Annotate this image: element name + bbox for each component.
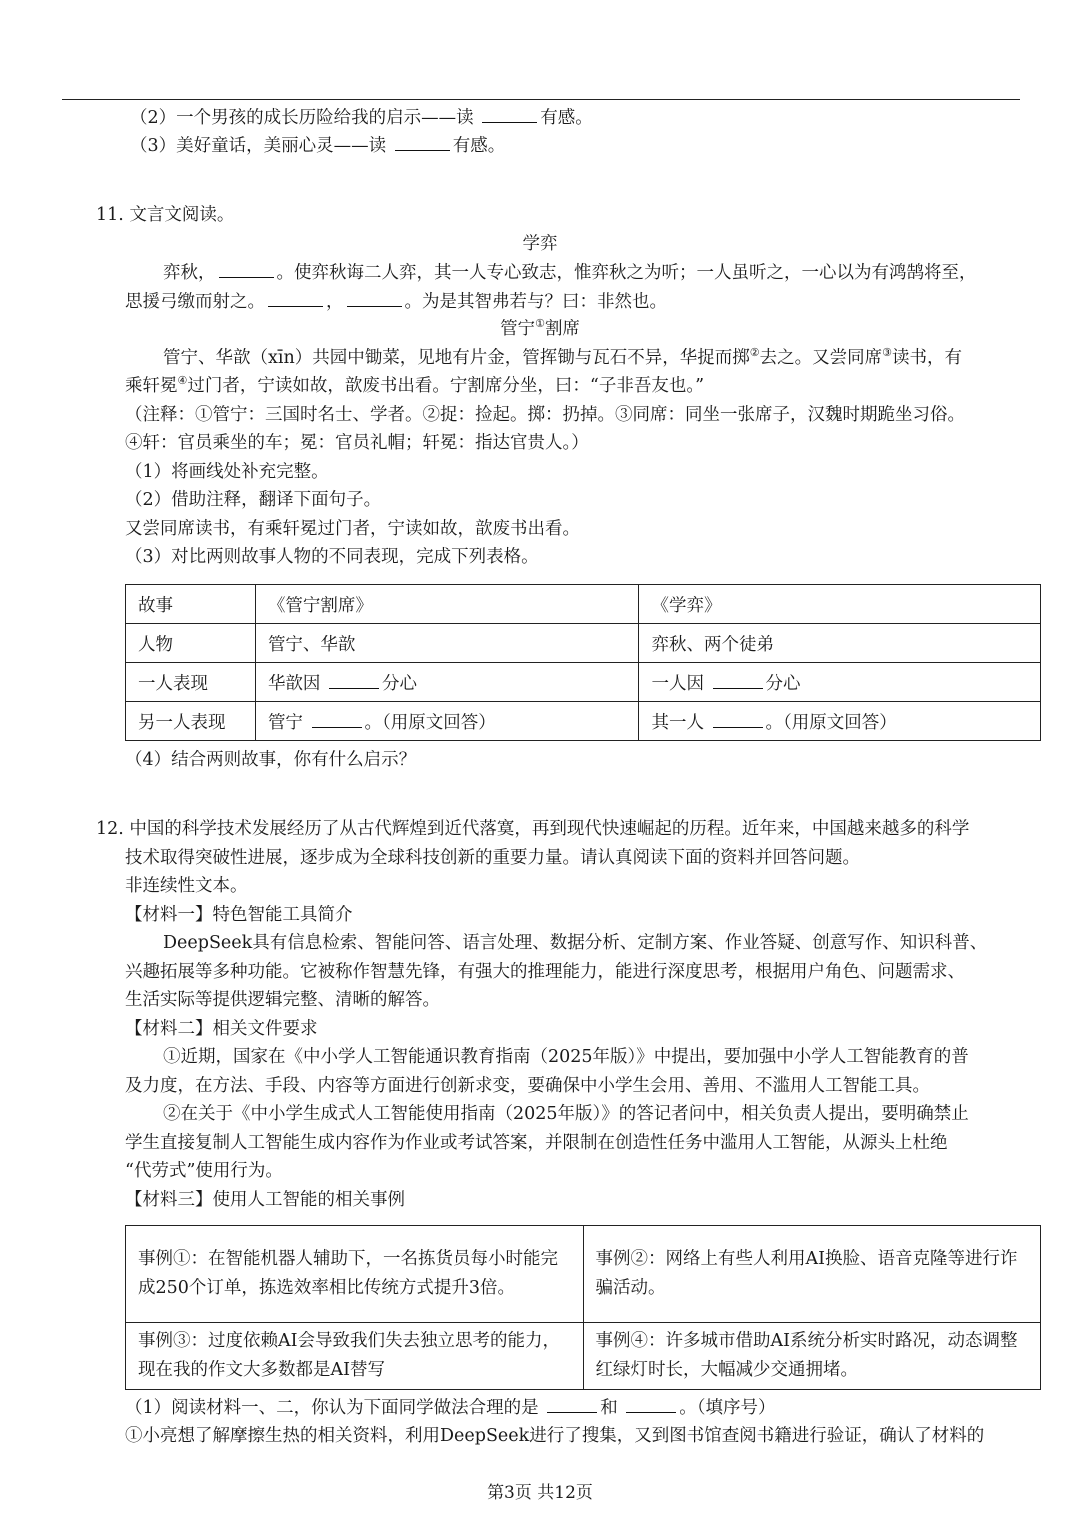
annotation-line1: （注释：①管宁：三国时名士、学者。②捉：捡起。掷：扔掉。③同席：同坐一张席子，汉魏时期跪坐习俗。 [125,405,965,425]
material1-line2: 兴趣拓展等多种功能。它被称作智慧先锋，有强大的推理能力，能进行深度思考，根据用户角色、问题需求、 [125,962,965,982]
carryover-item-3: （3）美好童话，美丽心灵——读 有感。 [130,132,505,159]
material2-a-line1: ①近期，国家在《中小学人工智能通识教育指南（2025年版）》中提出，要加强中小学人工智能教育的普 [163,1047,969,1067]
table-cell: 弈秋、两个徒弟 [639,624,1041,663]
q11-sub4: （4）结合两则故事，你有什么启示？ [125,750,417,770]
answer-blank[interactable] [219,259,274,278]
table-cell: 管宁 。（用原文回答） [255,702,639,741]
header-rule [62,99,1020,100]
page-footer: 第3页 共12页 [487,1483,593,1503]
answer-blank[interactable] [395,132,450,151]
material1-title: 【材料一】特色智能工具简介 [125,905,353,925]
answer-blank[interactable] [268,288,323,307]
cases-table [125,1225,1041,1390]
material2-b-line3: “代劳式”使用行为。 [125,1161,283,1181]
table-row [126,585,1041,624]
carryover-item-2: （2）一个男孩的成长历险给我的启示——读 有感。 [130,104,593,131]
table-cell: 管宁、华歆 [255,624,639,663]
table-cell: 另一人表现 [126,702,256,741]
case-cell: 事例①：在智能机器人辅助下，一名拣货员每小时能完成250个订单，拣选效率相比传统方式提升3倍。 [126,1226,584,1323]
table-row [126,624,1041,663]
table-cell: 《学弈》 [639,585,1041,624]
case-cell: 事例③：过度依赖AI会导致我们失去独立思考的能力，现在我的作文大多数都是AI替写 [126,1323,584,1390]
q11-sub2: （2）借助注释，翻译下面句子。 [125,490,382,510]
q12-genre: 非连续性文本。 [125,876,248,896]
case-cell: 事例②：网络上有些人利用AI换脸、语音克隆等进行诈骗活动。 [583,1226,1041,1323]
table-row [126,663,1041,702]
table-cell: 一人因 分心 [639,663,1041,702]
q12-sub1-item1: ①小亮想了解摩擦生热的相关资料，利用DeepSeek进行了搜集，又到图书馆查阅书籍进行验证，确认了材料的 [125,1426,985,1446]
material2-b-line2: 学生直接复制人工智能生成内容作为作业或考试答案，并限制在创造性任务中滥用人工智能，从源头上杜绝 [125,1133,948,1153]
passage-guanning-line2: 乘轩冕④过门者，宁读如故，歆废书出看。宁割席分坐，曰：“子非吾友也。” [125,374,705,396]
q11-sub2-sentence: 又尝同席读书，有乘轩冕过门者，宁读如故，歆废书出看。 [125,519,580,539]
material2-title: 【材料二】相关文件要求 [125,1019,318,1039]
passage-title-guanning: 管宁①割席 [500,317,580,339]
comparison-table [125,584,1041,741]
answer-blank[interactable] [347,288,402,307]
table-cell: 人物 [126,624,256,663]
table-row [126,702,1041,741]
answer-blank[interactable] [329,670,379,689]
table-row [126,1226,1041,1323]
q12-sub1: （1）阅读材料一、二，你认为下面同学做法合理的是 和 。（填序号） [125,1394,776,1421]
q11-stem: 11. 文言文阅读。 [96,205,235,225]
annotation-line2: ④轩：官员乘坐的车；冕：官员礼帽；轩冕：指达官贵人。） [125,433,589,453]
table-cell: 一人表现 [126,663,256,702]
passage-guanning-line1: 管宁、华歆（xīn）共园中锄菜，见地有片金，管挥锄与瓦石不异，华捉而掷②去之。又尝同席③读书，有 [163,346,962,368]
answer-blank[interactable] [482,104,537,123]
material2-b-line1: ②在关于《中小学生成式人工智能使用指南（2025年版）》的答记者问中，相关负责人提出，要明确禁止 [163,1104,969,1124]
q11-sub1: （1）将画线处补充完整。 [125,462,329,482]
answer-blank[interactable] [713,670,763,689]
q12-stem-line2: 技术取得突破性进展，逐步成为全球科技创新的重要力量。请认真阅读下面的资料并回答问题。 [125,848,860,868]
q12-stem-line1: 12. 中国的科学技术发展经历了从古代辉煌到近代落寞，再到现代快速崛起的历程。近年来，中国越来越多的科学 [96,819,970,839]
answer-blank[interactable] [713,709,763,728]
passage-xueyi-line2: 思援弓缴而射之。 ， 。为是其智弗若与？曰：非然也。 [125,288,667,315]
case-cell: 事例④：许多城市借助AI系统分析实时路况，动态调整红绿灯时长，大幅减少交通拥堵。 [583,1323,1041,1390]
passage-title-xueyi: 学弈 [522,234,558,254]
table-cell: 其一人 。（用原文回答） [639,702,1041,741]
material1-line3: 生活实际等提供逻辑完整、清晰的解答。 [125,990,440,1010]
answer-blank[interactable] [547,1394,597,1413]
table-cell: 《管宁割席》 [255,585,639,624]
material2-a-line2: 及力度，在方法、手段、内容等方面进行创新求变，要确保中小学生会用、善用、不滥用人工智能工具。 [125,1076,930,1096]
table-row [126,1323,1041,1390]
q11-sub3: （3）对比两则故事人物的不同表现，完成下列表格。 [125,547,539,567]
answer-blank[interactable] [312,709,362,728]
passage-xueyi-line1: 弈秋， 。使弈秋诲二人弈，其一人专心致志，惟弈秋之为听；一人虽听之，一心以为有鸿鹄将至， [163,259,977,286]
material3-title: 【材料三】使用人工智能的相关事例 [125,1190,405,1210]
answer-blank[interactable] [626,1394,676,1413]
table-cell: 故事 [126,585,256,624]
table-cell: 华歆因 分心 [255,663,639,702]
material1-line1: DeepSeek具有信息检索、智能问答、语言处理、数据分析、定制方案、作业答疑、创意写作、知识科普、 [163,933,988,953]
